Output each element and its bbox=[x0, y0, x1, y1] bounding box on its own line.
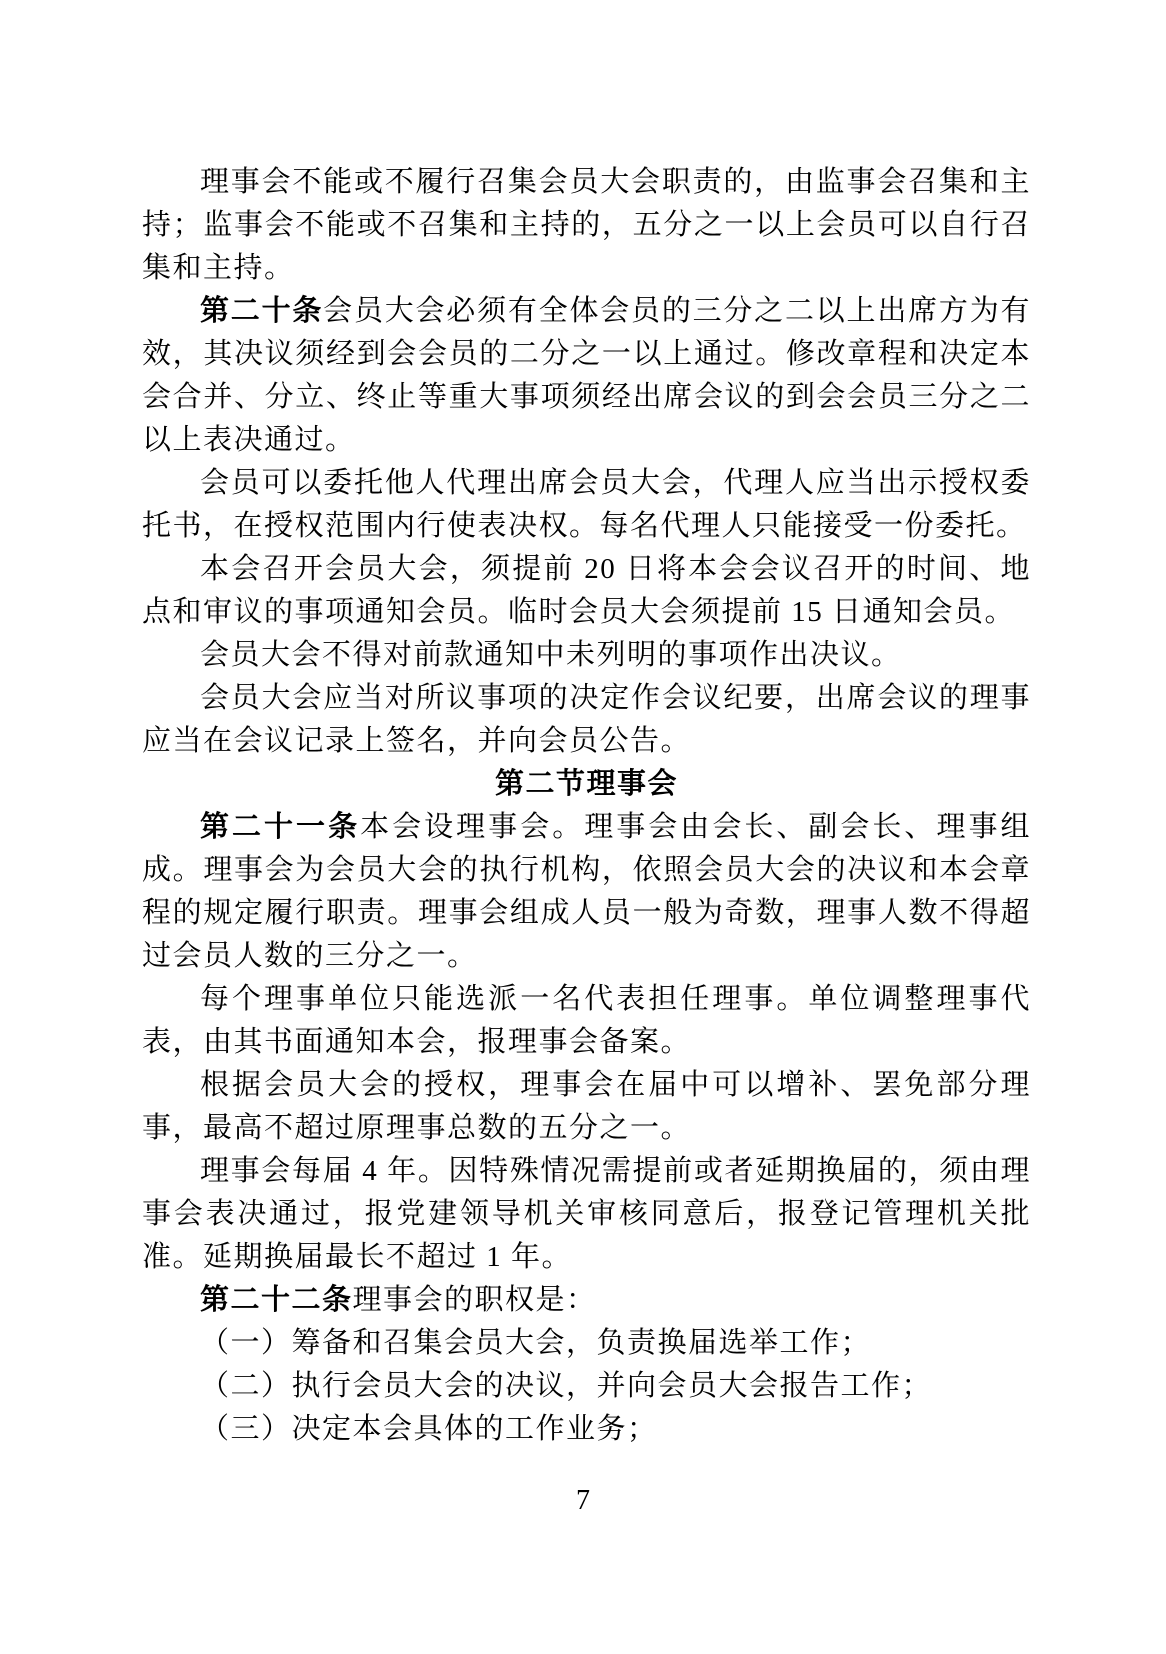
paragraph bbox=[142, 548, 1031, 634]
list-item bbox=[142, 1408, 1031, 1451]
paragraph-text: 本会设理事会。理事会由会长、副会长、理事组成。理事会为会员大会的执行机构，依照会员大会的决议和本会章程的规定履行职责。理事会组成人员一般为奇数，理事人数不得超过会员人数的三分之一。 bbox=[142, 811, 1031, 972]
paragraph-text: 本会召开会员大会，须提前 20 日将本会会议召开的时间、地点和审议的事项通知会员。临时会员大会须提前 15 日通知会员。 bbox=[142, 553, 1031, 628]
section-heading-text: 第二节理事会 bbox=[494, 768, 678, 800]
paragraph-text: 理事会的职权是： bbox=[352, 1284, 597, 1316]
paragraph bbox=[142, 1150, 1031, 1279]
list-item-text: （三）决定本会具体的工作业务； bbox=[200, 1413, 658, 1445]
paragraph bbox=[142, 1279, 1031, 1322]
paragraph bbox=[142, 634, 1031, 677]
paragraph-text: 会员大会应当对所议事项的决定作会议纪要，出席会议的理事应当在会议记录上签名，并向会员公告。 bbox=[142, 682, 1031, 757]
page-number: 7 bbox=[576, 1485, 590, 1516]
paragraph bbox=[142, 290, 1031, 462]
paragraph bbox=[142, 462, 1031, 548]
paragraph bbox=[142, 1064, 1031, 1150]
paragraph-text: 每个理事单位只能选派一名代表担任理事。单位调整理事代表，由其书面通知本会，报理事会备案。 bbox=[142, 983, 1031, 1058]
article-number-bold: 第二十条 bbox=[200, 295, 324, 327]
article-number-bold: 第二十一条 bbox=[200, 811, 361, 843]
paragraph-text: 会员大会必须有全体会员的三分之二以上出席方为有效，其决议须经到会会员的二分之一以上通过。修改章程和决定本会合并、分立、终止等重大事项须经出席会议的到会会员三分之二以上表决通过。 bbox=[142, 295, 1031, 456]
paragraph bbox=[142, 806, 1031, 978]
paragraph-text: 理事会不能或不履行召集会员大会职责的，由监事会召集和主持；监事会不能或不召集和主持的，五分之一以上会员可以自行召集和主持。 bbox=[142, 166, 1031, 284]
document-body bbox=[142, 161, 1031, 1451]
list-item-text: （一）筹备和召集会员大会，负责换届选举工作； bbox=[200, 1327, 872, 1359]
paragraph bbox=[142, 161, 1031, 290]
paragraph-text: 会员大会不得对前款通知中未列明的事项作出决议。 bbox=[200, 639, 902, 671]
list-item bbox=[142, 1365, 1031, 1408]
list-item bbox=[142, 1322, 1031, 1365]
paragraph-text: 理事会每届 4 年。因特殊情况需提前或者延期换届的，须由理事会表决通过，报党建领导机关审核同意后，报登记管理机关批准。延期换届最长不超过 1 年。 bbox=[142, 1155, 1031, 1273]
paragraph-text: 根据会员大会的授权，理事会在届中可以增补、罢免部分理事，最高不超过原理事总数的五分之一。 bbox=[142, 1069, 1031, 1144]
paragraph bbox=[142, 677, 1031, 763]
paragraph-text: 会员可以委托他人代理出席会员大会，代理人应当出示授权委托书，在授权范围内行使表决权。每名代理人只能接受一份委托。 bbox=[142, 467, 1031, 542]
paragraph bbox=[142, 978, 1031, 1064]
list-item-text: （二）执行会员大会的决议，并向会员大会报告工作； bbox=[200, 1370, 933, 1402]
article-number-bold: 第二十二条 bbox=[200, 1284, 353, 1316]
section-heading bbox=[142, 763, 1031, 806]
